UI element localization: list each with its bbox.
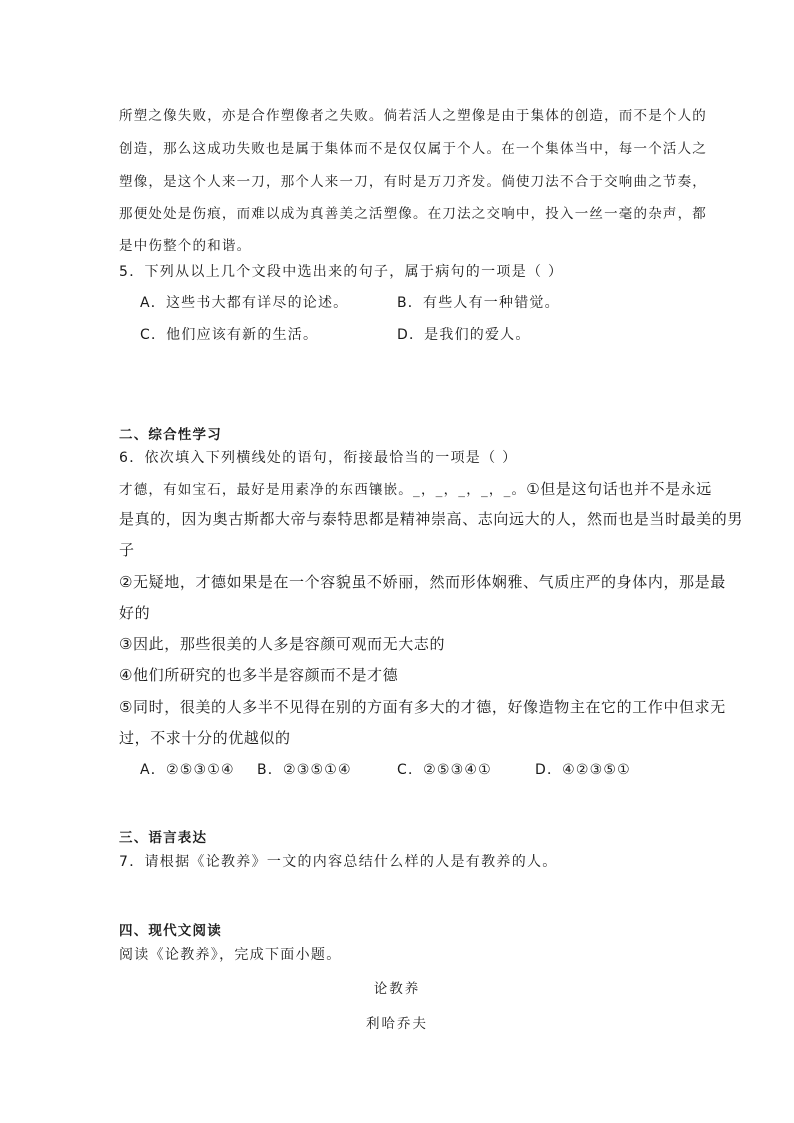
question-6-item-1-start: ①但是这句话也并不是永远 xyxy=(526,480,712,498)
question-5-option-d: D．是我们的爱人。 xyxy=(397,327,531,343)
question-6-intro-kai: 才德，有如宝石，最好是用素净的东西镶嵌。_，_，_，_，_。 xyxy=(119,482,527,498)
section-3-heading: 三、语言表达 xyxy=(119,830,208,846)
question-6-item-1-cont: 是真的，因为奥古斯都大帝与泰特思都是精神崇高、志向远大的人，然而也是当时最美的男 xyxy=(119,510,744,528)
reading-author: 利哈乔夫 xyxy=(366,1016,428,1032)
question-6-item-5: ⑤同时，很美的人多半不见得在别的方面有多大的才德，好像造物主在它的工作中但求无 xyxy=(119,698,726,716)
section-2-heading: 二、综合性学习 xyxy=(119,427,222,443)
question-6-item-4: ④他们所研究的也多半是容颜而不是才德 xyxy=(119,666,399,684)
question-6-option-d: D．④②③⑤① xyxy=(535,762,631,778)
question-7-stem: 7．请根据《论教养》一文的内容总结什么样的人是有教养的人。 xyxy=(119,854,558,870)
passage-line-4: 那便处处是伤痕，而难以成为真善美之活塑像。在刀法之交响中，投入一丝一毫的杂声，都 xyxy=(119,206,707,222)
question-6-option-a: A．②⑤③①④ xyxy=(140,762,235,778)
question-5-stem: 5．下列从以上几个文段中选出来的句子，属于病句的一项是（ ） xyxy=(119,264,564,280)
question-6-intro-line xyxy=(119,478,712,499)
question-6-item-5-end: 过，不求十分的优越似的 xyxy=(119,729,291,747)
question-6-stem: 6．依次填入下列横线处的语句，衔接最恰当的一项是（ ） xyxy=(119,450,518,466)
passage-line-1: 所塑之像失败，亦是合作塑像者之失败。倘若活人之塑像是由于集体的创造，而不是个人的 xyxy=(119,108,707,124)
question-6-option-b: B．②③⑤①④ xyxy=(257,762,352,778)
question-6-item-3: ③因此，那些很美的人多是容颜可观而无大志的 xyxy=(119,635,446,653)
reading-title: 论教养 xyxy=(373,981,421,997)
question-5-option-b: B．有些人有一种错觉。 xyxy=(397,295,560,311)
passage-line-2: 创造，那么这成功失败也是属于集体而不是仅仅属于个人。在一个集体当中，每一个活人之 xyxy=(119,141,707,157)
question-6-item-2: ②无疑地，才德如果是在一个容貌虽不娇丽，然而形体娴雅、气质庄严的身体内，那是最 xyxy=(119,573,726,591)
question-6-option-c: C．②⑤③④① xyxy=(397,762,492,778)
passage-line-5: 是中伤整个的和谐。 xyxy=(119,238,252,254)
question-6-item-2-end: 好的 xyxy=(119,604,151,622)
question-6-item-1-end: 子 xyxy=(119,541,135,559)
question-5-option-a: A．这些书大都有详尽的论述。 xyxy=(140,295,349,311)
section-4-heading: 四、现代文阅读 xyxy=(119,923,222,939)
question-5-option-c: C．他们应该有新的生活。 xyxy=(140,327,319,343)
reading-intro: 阅读《论教养》，完成下面小题。 xyxy=(119,947,342,963)
passage-line-3: 塑像，是这个人来一刀，那个人来一刀，有时是万刀齐发。倘使刀法不合于交响曲之节奏， xyxy=(119,174,707,190)
